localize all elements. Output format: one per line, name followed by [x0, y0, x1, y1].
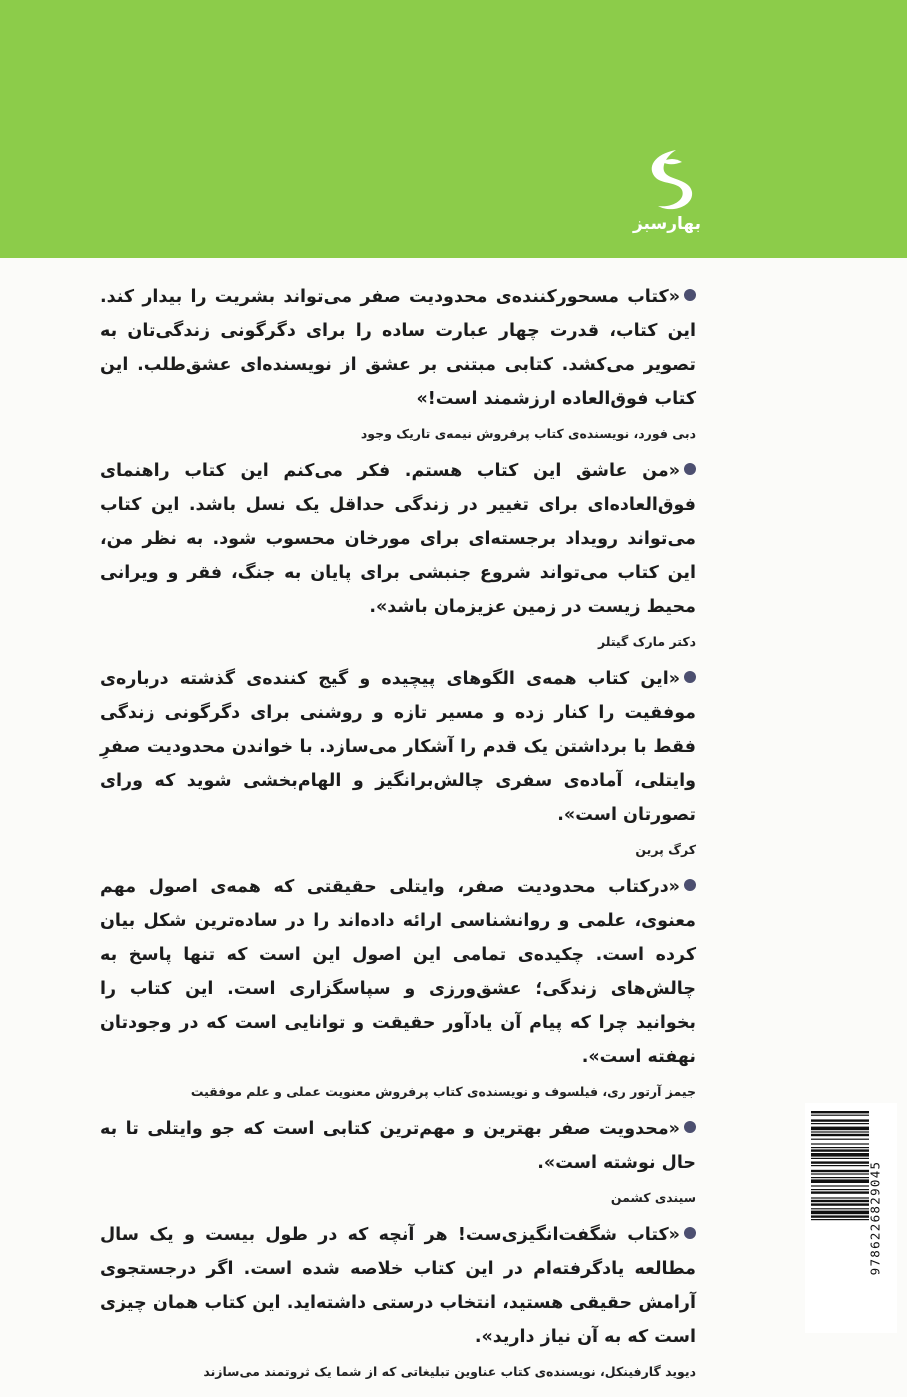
- review-quote: «درکتاب محدودیت صفر، وایتلی حقیقتی که همه‌ی اصول مهم معنوی، علمی و روانشناسی ارائه داده‌اند را در ساده‌ترین شکل بیان کرده است. چکیده‌ی تمامی این اصول این است که تنها پاسخ به چالش‌های زندگی؛ عشق‌ورزی و سپاسگزاری است. این کتاب را بخوانید چرا که پیام آن یادآور حقیقت و توانایی است که در وجودتان نهفته است».: [100, 877, 696, 1067]
- barcode-bar: [811, 1177, 869, 1178]
- barcode-bar: [811, 1111, 869, 1113]
- barcode-bar: [811, 1165, 869, 1166]
- review-quote: «محدویت صفر بهترین و مهم‌ترین کتابی است که جو وایتلی تا به حال نوشته است».: [100, 1119, 696, 1173]
- review-item: [100, 870, 696, 1102]
- review-item: [100, 1112, 696, 1208]
- barcode-bar: [811, 1161, 869, 1163]
- barcode-bar: [811, 1179, 869, 1183]
- barcode-bar: [811, 1173, 869, 1174]
- barcode-bar: [811, 1208, 869, 1209]
- barcode-bar: [811, 1203, 869, 1205]
- barcode-bars: [811, 1109, 869, 1327]
- review-quote: «کتاب شگفت‌انگیزی‌ست! هر آنچه که در طول بیست و یک سال مطالعه یادگرفته‌ام در این کتاب خلاصه شده است. اگر درجستجوی آرامش حقیقی هستید، انتخاب درستی داشته‌اید. این کتاب همان چیزی است که به آن نیاز دارید».: [100, 1225, 696, 1347]
- barcode-bar: [811, 1211, 869, 1215]
- publisher-name: بهارسبز: [632, 214, 701, 234]
- barcode-bar: [811, 1143, 869, 1144]
- review-item: [100, 662, 696, 860]
- review-quote: «من عاشق این کتاب هستم. فکر می‌کنم این کتاب راهنمای فوق‌العاده‌ای برای تغییر در زندگی حداقل یک نسل باشد. این کتاب می‌تواند رویداد برجسته‌ای برای مورخان محسوب شود. به نظر من، این کتاب می‌تواند شروع جنبشی برای پایان به جنگ، فقر و ویرانی محیط زیست در زمین عزیزمان باشد».: [100, 461, 696, 617]
- barcode-bar: [811, 1191, 869, 1193]
- review-author: کرگ پرین: [635, 842, 696, 857]
- review-item: [100, 454, 696, 652]
- review-author: دکتر مارک گیتلر: [597, 634, 696, 649]
- barcode-bar: [811, 1139, 869, 1140]
- barcode-bar: [811, 1185, 869, 1186]
- barcode-bar: [811, 1219, 869, 1220]
- bullet-icon: [684, 463, 696, 475]
- barcode-bar: [811, 1189, 869, 1190]
- isbn-number: 9786226829045: [867, 1160, 883, 1276]
- barcode-bar: [811, 1123, 869, 1124]
- review-author: دبی فورد، نویسنده‌ی کتاب پرفروش نیمه‌ی تاریک وجود: [360, 426, 696, 441]
- publisher-leaf-icon: [632, 148, 702, 214]
- review-author: جیمز آرتور ری، فیلسوف و نویسنده‌ی کتاب پرفروش معنویت عملی و علم موفقیت: [190, 1084, 696, 1099]
- review-quote: «کتاب مسحورکننده‌ی محدودیت صفر می‌تواند بشریت را بیدار کند. این کتاب، قدرت چهار عبارت ساده را برای دگرگونی زندگی‌تان به تصویر می‌کشد. کتابی مبتنی بر عشق از نویسنده‌ای عشق‌طلب. این کتاب فوق‌العاده ارزشمند است!»: [100, 287, 696, 409]
- cover-color-band: [0, 0, 907, 258]
- barcode-bar: [811, 1170, 869, 1172]
- barcode-bar: [811, 1197, 869, 1198]
- barcode-bar: [811, 1115, 869, 1116]
- barcode-bar: [811, 1158, 869, 1159]
- barcode-bar: [811, 1200, 869, 1202]
- isbn-barcode: [805, 1103, 897, 1333]
- barcode-bar: [811, 1127, 869, 1131]
- review-quote: «این کتاب همه‌ی الگوهای پیچیده و گیج کننده‌ی گذشته درباره‌ی موفقیت را کنار زده و مسیر تازه و روشنی برای دگرگونی زندگی فقط با برداشتن یک قدم را آشکار می‌سازد. با خواندن محدودیت صفرِ وایتلی، آماده‌ی سفری چالش‌برانگیز و الهام‌بخشی شوید که ورای تصورتان است».: [100, 669, 696, 825]
- barcode-bar: [811, 1153, 869, 1157]
- bullet-icon: [684, 671, 696, 683]
- review-item: [100, 280, 696, 444]
- review-item: [100, 1218, 696, 1382]
- bullet-icon: [684, 1121, 696, 1133]
- barcode-bar: [811, 1119, 869, 1121]
- review-author: سیندی کشمن: [610, 1190, 696, 1205]
- bullet-icon: [684, 879, 696, 891]
- barcode-bar: [811, 1134, 869, 1136]
- publisher-logo: [632, 148, 702, 248]
- barcode-bar: [811, 1147, 869, 1148]
- bullet-icon: [684, 1227, 696, 1239]
- review-author: دیوید گارفینکل، نویسنده‌ی کتاب عناوین تبلیغاتی که از شما یک ثروتمند می‌سازند: [203, 1364, 696, 1379]
- bullet-icon: [684, 289, 696, 301]
- barcode-bar: [811, 1215, 869, 1217]
- barcode-bar: [811, 1149, 869, 1151]
- barcode-bar: [811, 1131, 869, 1132]
- review-list: [100, 280, 696, 1392]
